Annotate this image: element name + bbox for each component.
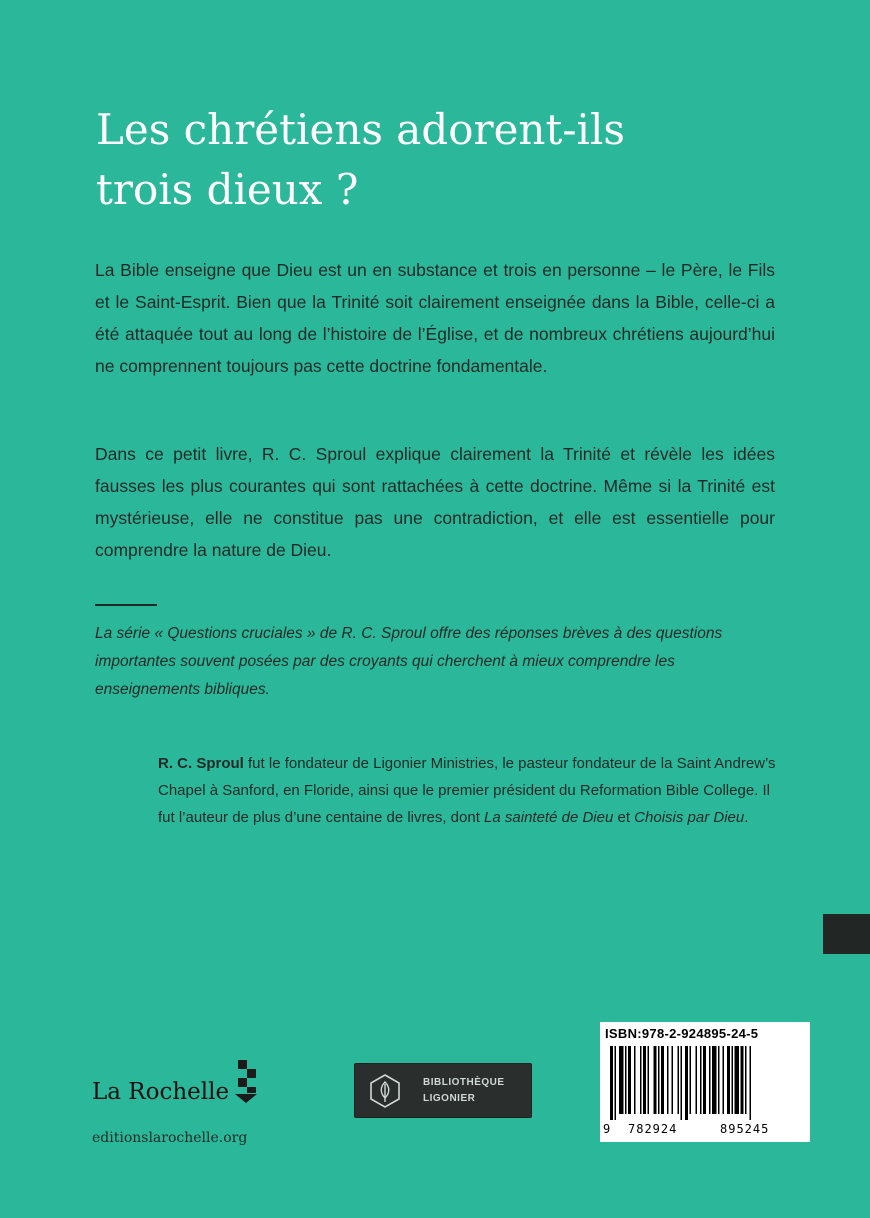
barcode-bar — [750, 1046, 752, 1120]
barcode-bar — [712, 1046, 717, 1114]
ligonier-line1: BIBLIOTHÈQUE — [423, 1076, 505, 1088]
summary-paragraph-1: La Bible enseigne que Dieu est un en substance et trois en personne – le Père, le Fils et le Saint-Esprit. Bien que la Trinité soit clairement enseignée dans la Bible, celle-ci a été attaquée tout au long de l’histoire de l’Église, et de nombreux chrétiens aujourd’hui ne comprennent toujours pas cette doctrine fondamentale. — [95, 260, 775, 376]
author-bio — [158, 750, 778, 831]
barcode-digit-first: 9 — [603, 1122, 612, 1136]
barcode-bar — [625, 1046, 627, 1114]
dark-tab-marker — [823, 914, 870, 954]
publisher-website: editionslarochelle.org — [92, 1130, 248, 1146]
lighthouse-icon — [233, 1060, 259, 1104]
summary-paragraph-2: Dans ce petit livre, R. C. Sproul explique clairement la Trinité et révèle les idées fausses les plus courantes qui sont rattachées à cette doctrine. Même si la Trinité est mystérieuse, elle ne constitue pas une contradiction, et elle est essentielle pour comprendre la nature de Dieu. — [95, 444, 775, 560]
ligonier-hexagon-icon — [369, 1074, 401, 1108]
barcode-bar — [690, 1046, 692, 1114]
barcode-bar — [709, 1046, 711, 1114]
barcode-bar — [745, 1046, 747, 1114]
author-book-1: La sainteté de Dieu — [484, 809, 614, 826]
barcode-bar — [634, 1046, 636, 1114]
book-title — [96, 100, 796, 220]
book-title-line2: trois dieux ? — [96, 165, 359, 214]
barcode-bar — [700, 1046, 702, 1114]
barcode-bar — [735, 1046, 740, 1114]
series-note: La série « Questions cruciales » de R. C. Sproul offre des réponses brèves à des questions importantes souvent posées par des croyants qui cherchent à mieux comprendre les enseignements bibliques. — [95, 625, 723, 698]
publisher-logo — [92, 1060, 259, 1104]
barcode-bar — [727, 1046, 730, 1114]
author-name: R. C. Sproul — [158, 755, 244, 772]
ligonier-text — [423, 1075, 505, 1107]
publisher-name: La Rochelle — [92, 1079, 230, 1105]
barcode-bar — [741, 1046, 744, 1114]
barcode-bar — [696, 1046, 698, 1114]
section-divider — [95, 604, 157, 606]
ligonier-logo — [354, 1063, 532, 1118]
author-bio-text-2: et — [613, 809, 635, 826]
barcode-bar — [654, 1046, 657, 1114]
barcode-bar — [640, 1046, 642, 1114]
barcode-bars — [610, 1046, 802, 1120]
barcode-bar — [732, 1046, 734, 1114]
barcode-bar — [667, 1046, 669, 1114]
isbn-barcode — [600, 1022, 810, 1142]
author-bio-text-1: fut le fondateur de Ligonier Ministries, le pasteur fondateur de la Saint Andrew’s Chapel à Sanford, en Floride, ainsi que le premier président du Reformation Bible College. Il fut l’auteur de plus d’une centaine de livres, dont — [158, 755, 776, 826]
barcode-bar — [615, 1046, 617, 1120]
barcode-bar — [672, 1046, 674, 1114]
barcode-bar — [628, 1046, 631, 1114]
ligonier-line2: LIGONIER — [423, 1092, 476, 1104]
barcode-bar — [703, 1046, 706, 1114]
barcode-bar — [648, 1046, 650, 1114]
barcode-bar — [681, 1046, 683, 1120]
isbn-label: ISBN:978-2-924895-24-5 — [605, 1026, 759, 1041]
barcode-bar — [619, 1046, 624, 1114]
barcode-bar — [610, 1046, 613, 1120]
barcode-bar — [661, 1046, 664, 1114]
author-bio-text-3: . — [744, 809, 749, 826]
barcode-digits-left: 782924 — [628, 1122, 678, 1136]
barcode-bar — [678, 1046, 680, 1114]
barcode-bar — [643, 1046, 646, 1114]
barcode-bar — [723, 1046, 725, 1114]
author-book-2: Choisis par Dieu — [634, 809, 745, 826]
barcode-digits-right: 895245 — [720, 1122, 770, 1136]
barcode-bar — [658, 1046, 660, 1114]
book-title-line1: Les chrétiens adorent-ils — [96, 105, 625, 154]
barcode-bar — [718, 1046, 720, 1114]
barcode-bar — [685, 1046, 688, 1120]
